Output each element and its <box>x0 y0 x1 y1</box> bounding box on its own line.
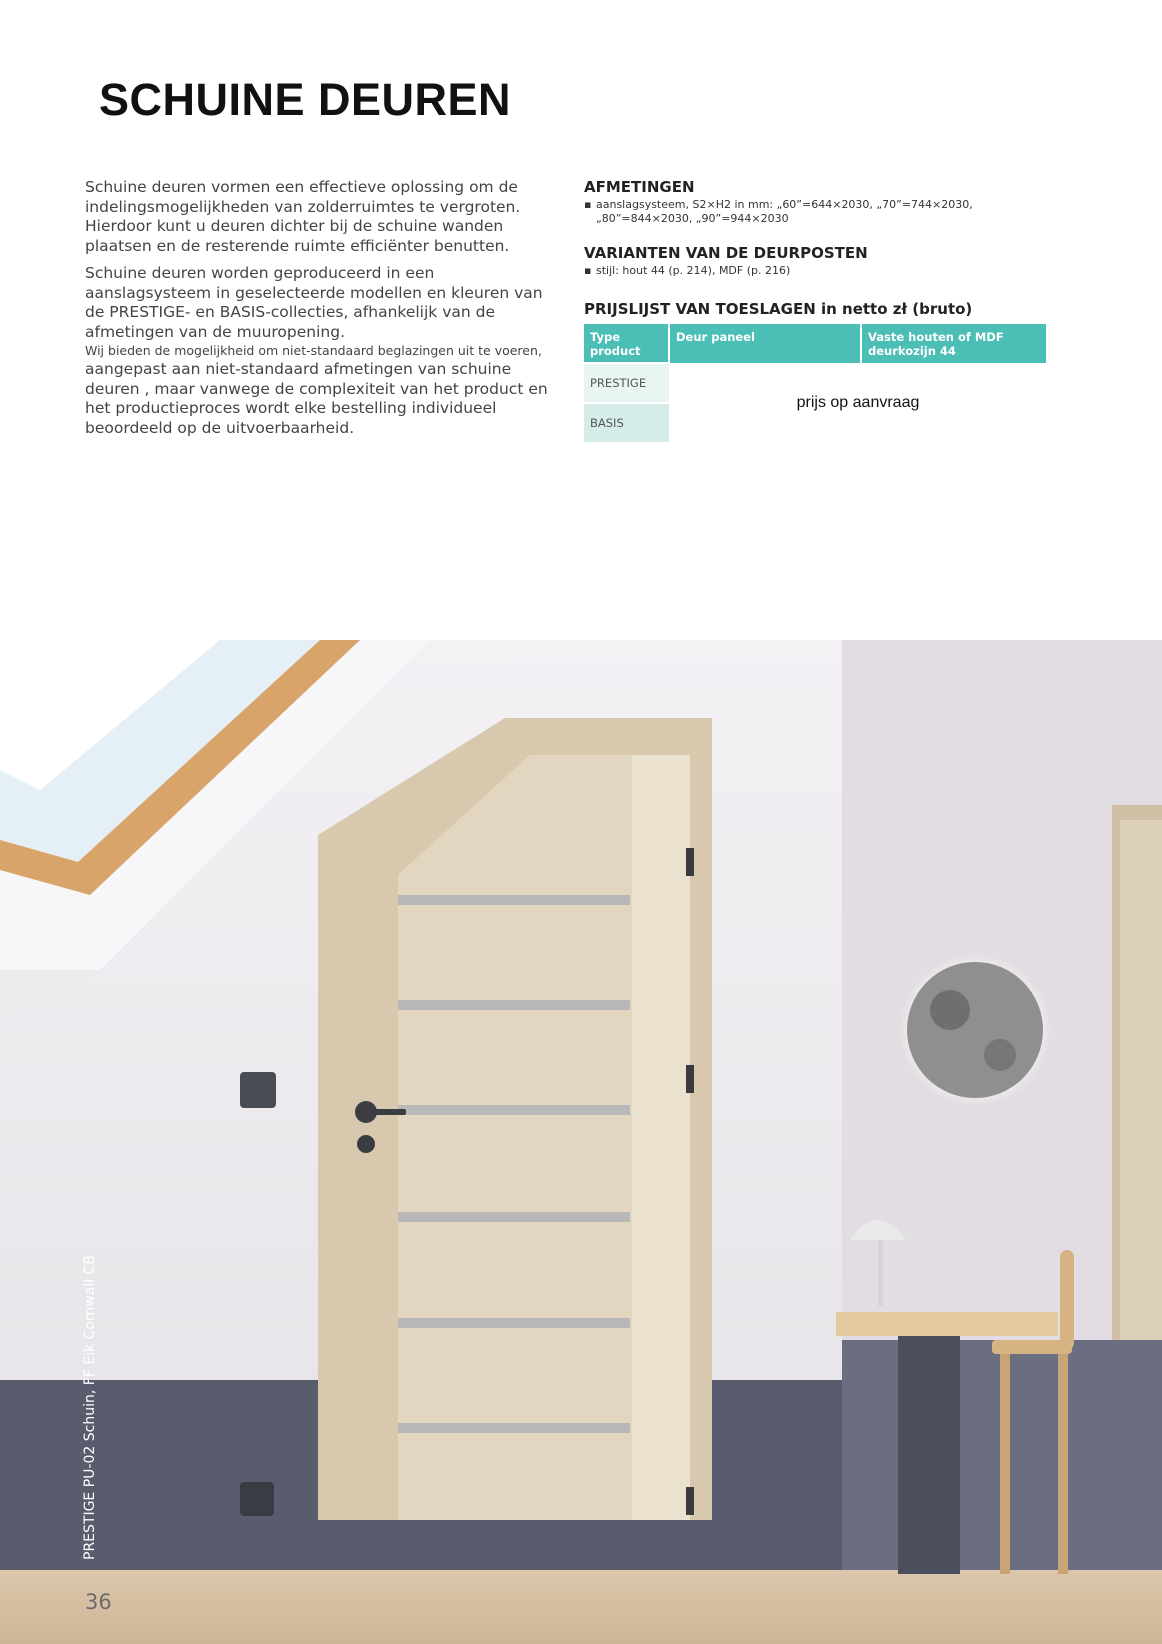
page-number: 36 <box>85 1590 112 1614</box>
specs-section <box>584 178 1054 442</box>
photo-caption: PRESTIGE PU-02 Schuin, FF Eik Cornwall CB <box>82 1255 98 1560</box>
row-type-basis: BASIS <box>584 403 669 442</box>
dimensions-heading: AFMETINGEN <box>584 178 695 196</box>
frames-heading: VARIANTEN VAN DE DEURPOSTEN <box>584 244 868 262</box>
frames-text: ▪ stijl: hout 44 (p. 214), MDF (p. 216) <box>584 264 1054 278</box>
intro-paragraph-2 <box>85 264 555 438</box>
col-door-panel: Deur paneel <box>669 324 861 363</box>
intro-paragraph-2-small: Wij bieden de mogelijkheid om niet-standaard beglazingen uit te voeren, <box>85 343 542 358</box>
intro-text <box>85 178 555 446</box>
price-table-header <box>584 324 1047 363</box>
col-type-product: Type product <box>584 324 669 363</box>
intro-paragraph-1: Schuine deuren vormen een effectieve oplossing om de indelingsmogelijkheden van zolderruimtes te vergroten. Hierdoor kunt u deuren dichter bij de schuine wanden plaatsen en de resterende ruimte efficiënter benutten. <box>85 178 521 255</box>
attic-room-illustration <box>0 640 1162 1644</box>
intro-paragraph-2-end: aangepast aan niet-standaard afmetingen van schuine deuren , maar vanwege de complexiteit van het product en het productieproces wordt elke bestelling individueel beoordeeld op de uitvoerbaarheid. <box>85 360 548 437</box>
price-table <box>584 324 1048 442</box>
row-type-prestige: PRESTIGE <box>584 363 669 403</box>
price-heading: PRIJSLIJST VAN TOESLAGEN in netto zł (bruto) <box>584 300 973 318</box>
page-title: SCHUINE DEUREN <box>99 74 512 125</box>
intro-paragraph-2-main: Schuine deuren worden geproduceerd in een aanslagsysteem in geselecteerde modellen en kleuren van de PRESTIGE- en BASIS-collecties, afhankelijk van de afmetingen van de muuropening. <box>85 264 543 341</box>
col-frame: Vaste houten of MDF deurkozijn 44 <box>861 324 1047 363</box>
product-photo <box>0 640 1162 1644</box>
price-on-request: prijs op aanvraag <box>669 363 1047 442</box>
dimensions-text: ▪ aanslagsysteem, S2×H2 in mm: „60”=644×2030, „70”=744×2030, „80”=844×2030, „90”=944×2030 <box>584 198 1054 226</box>
table-row <box>584 363 1047 403</box>
